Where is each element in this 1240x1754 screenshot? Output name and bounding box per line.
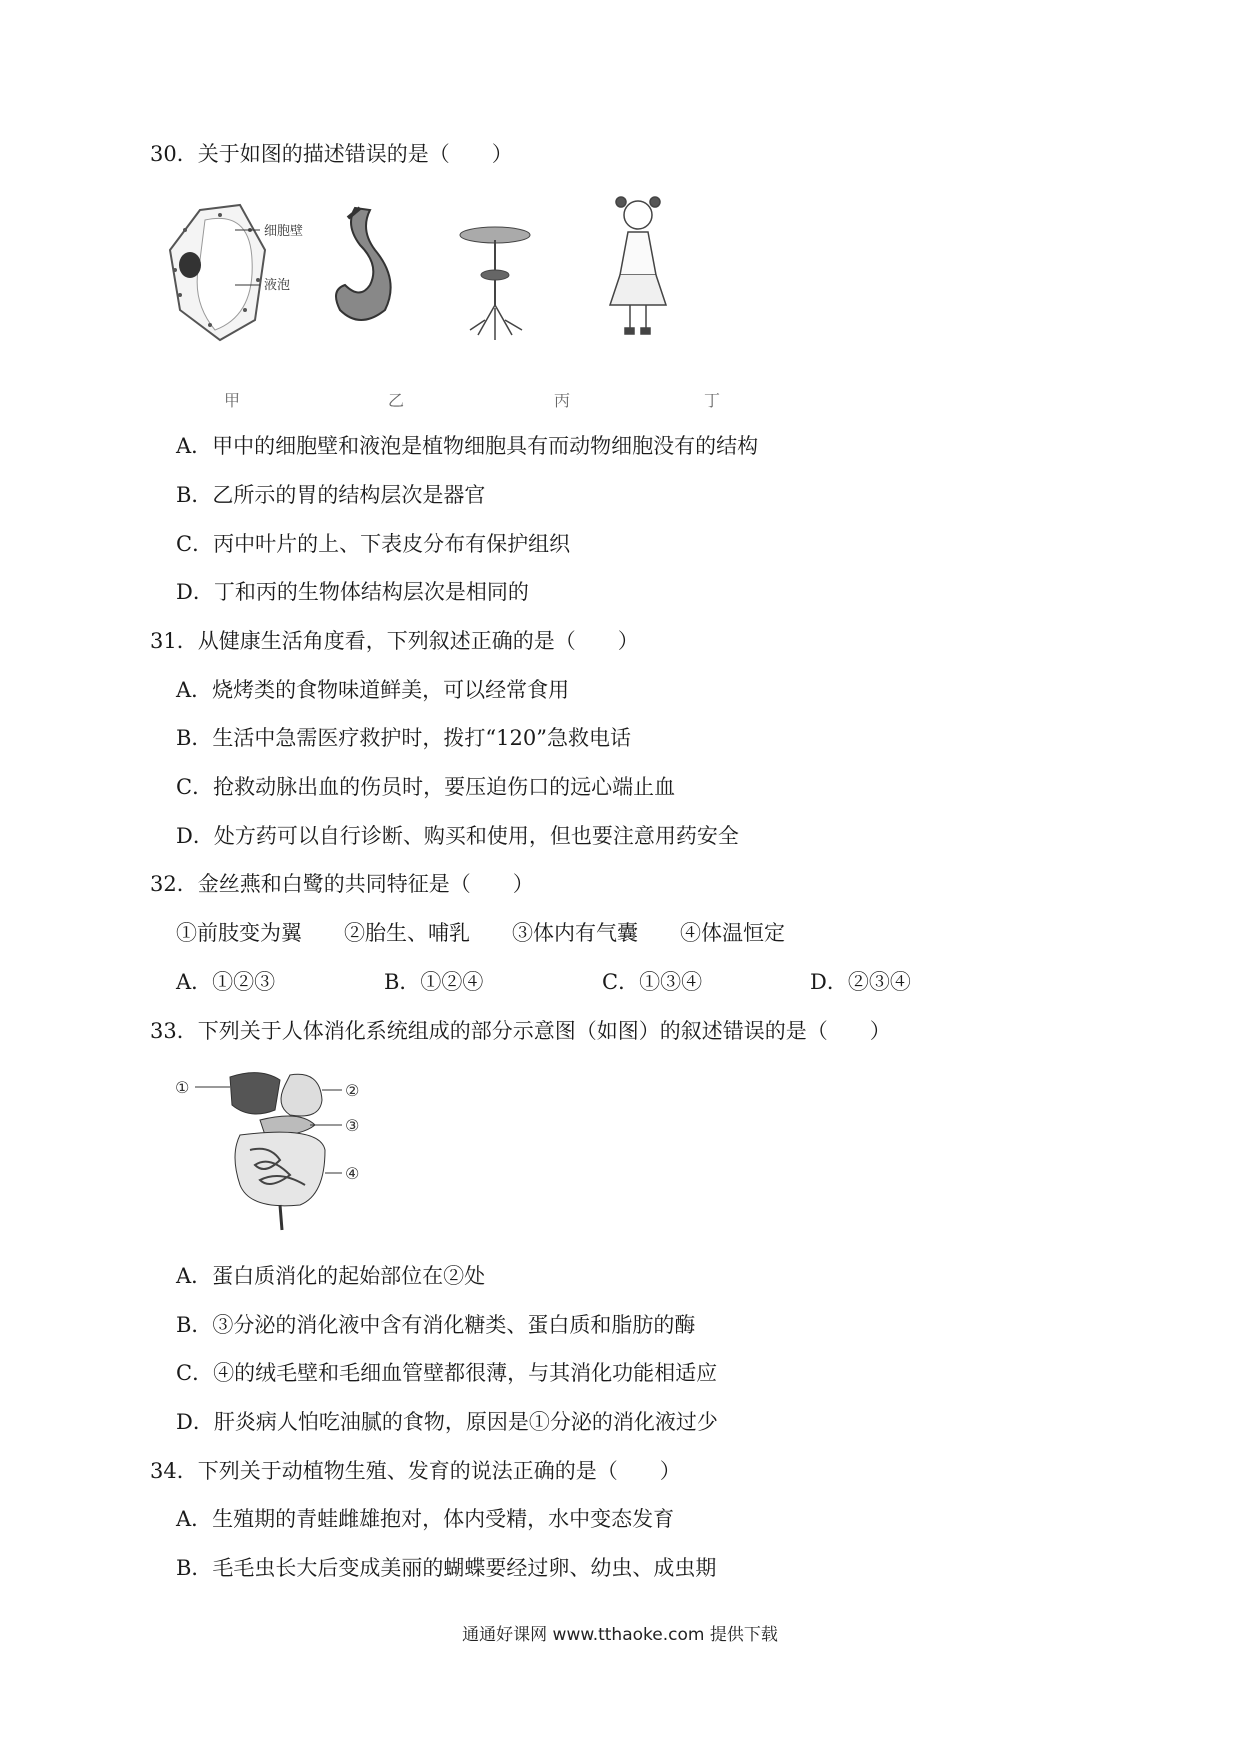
- caption-ding: 丁: [704, 391, 721, 410]
- digestive-system-diagram: [170, 1065, 380, 1235]
- q32-option-d: D．②③④: [810, 970, 911, 994]
- q33-option-b: B．③分泌的消化液中含有消化糖类、蛋白质和脂肪的酶: [176, 1313, 696, 1337]
- question-34-stem: 34．下列关于动植物生殖、发育的说法正确的是（ ）: [150, 1459, 681, 1483]
- girl-figure: [610, 197, 666, 334]
- q31-option-a: A．烧烤类的食物味道鲜美，可以经常食用: [176, 678, 570, 702]
- q30-option-d: D．丁和丙的生物体结构层次是相同的: [176, 580, 529, 604]
- cell-wall-label: 细胞壁: [264, 224, 304, 239]
- caption-yi: 乙: [388, 391, 405, 410]
- q32-option-c: C．①③④: [602, 970, 703, 994]
- q30-option-c: C．丙中叶片的上、下表皮分布有保护组织: [176, 532, 571, 556]
- q34-option-b: B．毛毛虫长大后变成美丽的蝴蝶要经过卵、幼虫、成虫期: [176, 1556, 717, 1580]
- q33-option-a: A．蛋白质消化的起始部位在②处: [176, 1264, 486, 1288]
- caption-jia: 甲: [224, 391, 241, 410]
- q33-option-d: D．肝炎病人怕吃油腻的食物，原因是①分泌的消化液过少: [176, 1410, 718, 1434]
- seedling-figure: [460, 227, 530, 340]
- q32-option-b: B．①②④: [384, 970, 484, 994]
- q31-option-b: B．生活中急需医疗救护时，拨打“120”急救电话: [176, 726, 631, 750]
- label-4: ④: [345, 1164, 360, 1183]
- q31-option-d: D．处方药可以自行诊断、购买和使用，但也要注意用药安全: [176, 824, 739, 848]
- question-30-stem: 30．关于如图的描述错误的是（ ）: [150, 142, 513, 166]
- q30-option-a: A．甲中的细胞壁和液泡是植物细胞具有而动物细胞没有的结构: [176, 434, 759, 458]
- caption-bing: 丙: [554, 391, 571, 410]
- q32-statements: ①前肢变为翼 ②胎生、哺乳 ③体内有气囊 ④体温恒定: [176, 921, 785, 945]
- question-32-stem: 32．金丝燕和白鹭的共同特征是（ ）: [150, 872, 534, 896]
- q32-option-a: A．①②③: [176, 970, 276, 994]
- q33-option-c: C．④的绒毛壁和毛细血管壁都很薄，与其消化功能相适应: [176, 1361, 718, 1385]
- q31-option-c: C．抢救动脉出血的伤员时，要压迫伤口的远心端止血: [176, 775, 676, 799]
- label-2: ②: [345, 1081, 360, 1100]
- label-1: ①: [175, 1078, 190, 1097]
- question-33-stem: 33．下列关于人体消化系统组成的部分示意图（如图）的叙述错误的是（ ）: [150, 1019, 891, 1043]
- question-31-stem: 31．从健康生活角度看，下列叙述正确的是（ ）: [150, 629, 639, 653]
- page-footer: 通通好课网 www.tthaoke.com 提供下载: [462, 1625, 778, 1645]
- q30-option-b: B．乙所示的胃的结构层次是器官: [176, 483, 486, 507]
- label-3: ③: [345, 1116, 360, 1135]
- q34-option-a: A．生殖期的青蛙雌雄抱对，体内受精，水中变态发育: [176, 1507, 675, 1531]
- stomach-figure: [336, 208, 391, 320]
- vacuole-label: 液泡: [264, 278, 291, 293]
- plant-cell-figure: [170, 205, 303, 340]
- question-30-figures: [160, 190, 760, 390]
